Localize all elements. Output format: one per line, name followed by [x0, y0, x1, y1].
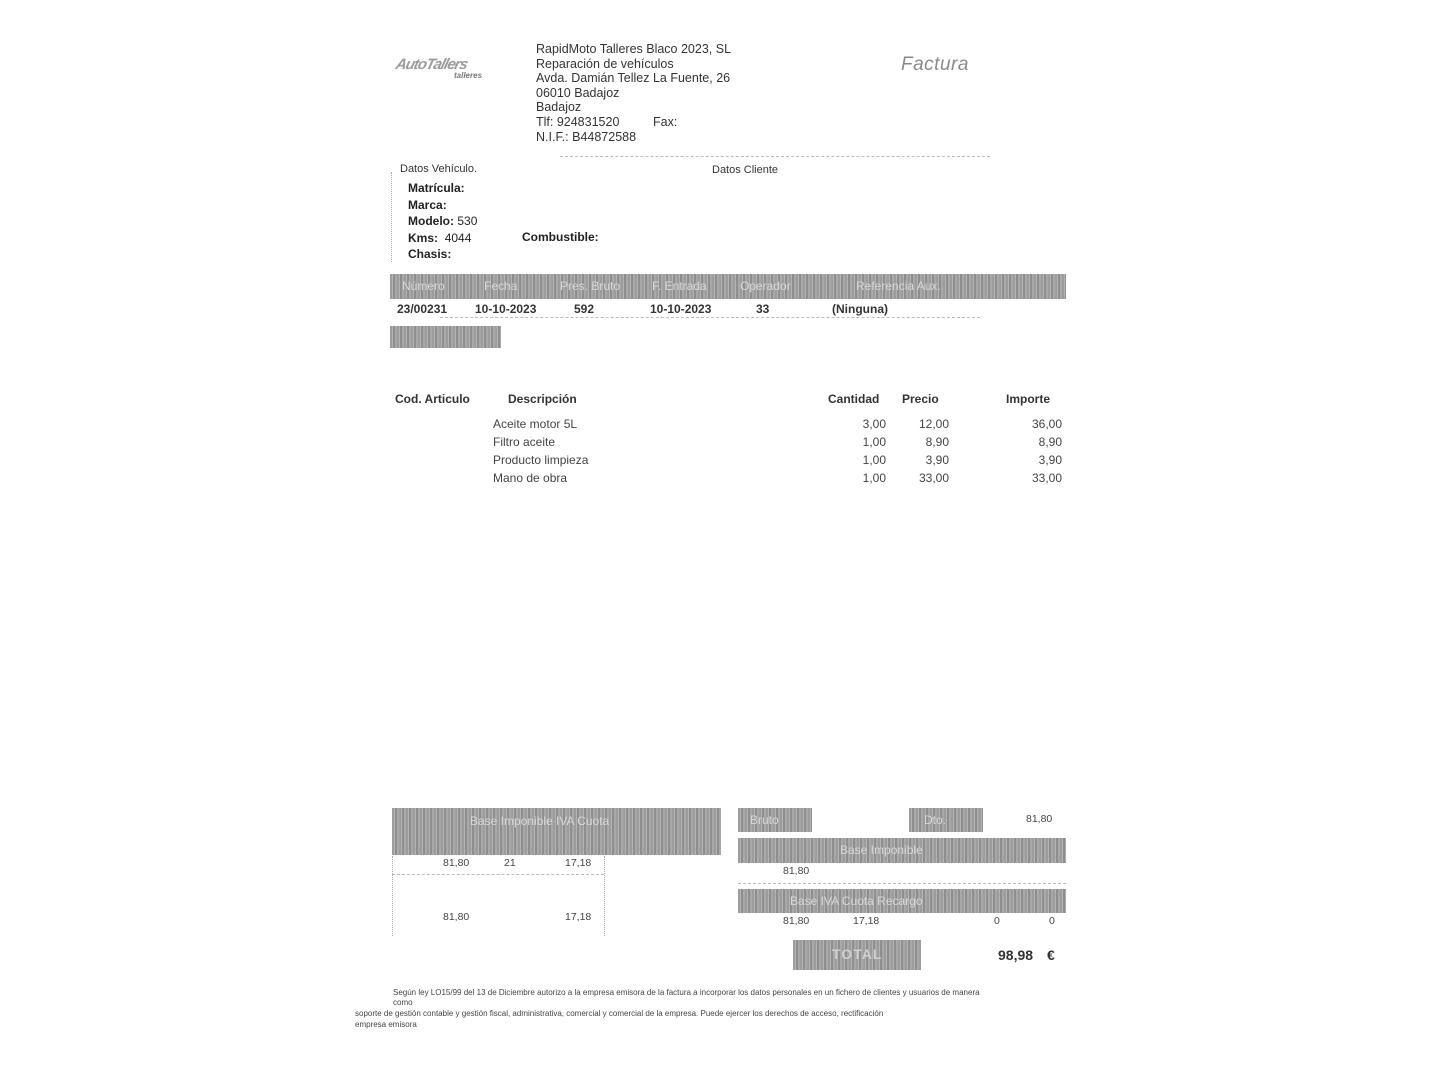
info-header-number: Número [402, 279, 445, 293]
gross-value: 81,80 [1026, 813, 1053, 825]
marca-label: Marca: [408, 197, 447, 212]
gross-budget: 592 [574, 302, 595, 316]
entry-date: 10-10-2023 [650, 302, 712, 316]
client-section-label: Datos Cliente [712, 164, 779, 176]
divider [560, 156, 990, 157]
legal-line-2: como [393, 998, 413, 1007]
legal-line-3: soporte de gestión contable y gestión fiscal, administrativa, comercial y comercial de la empresa. Puede ejercer los derechos de acceso, rectificación [355, 1009, 884, 1018]
item-price: 3,90 [925, 453, 949, 467]
col-price: Precio [902, 392, 939, 406]
kms-label: Kms: [408, 230, 439, 245]
tax-divider [392, 874, 604, 875]
item-amount: 36,00 [1031, 417, 1062, 431]
matricula-label: Matrícula: [408, 181, 465, 195]
item-price: 33,00 [918, 471, 949, 485]
item-amount: 3,90 [1038, 453, 1062, 467]
company-activity: Reparación de vehículos [536, 56, 674, 71]
company-block [536, 42, 731, 144]
item-desc: Mano de obra [493, 471, 568, 485]
surcharge-rate: 0 [994, 915, 1000, 927]
info-header-gross: Pres. Bruto [560, 279, 621, 293]
invoice-date: 10-10-2023 [475, 302, 537, 316]
operator: 33 [756, 302, 770, 316]
company-province: Badajoz [536, 100, 582, 115]
currency-symbol: € [1047, 947, 1055, 963]
item-qty: 1,00 [862, 471, 886, 485]
info-header-entry: F. Entrada [652, 279, 707, 293]
legal-line-4: empresa emisora [355, 1020, 417, 1029]
vat-amount: 17,18 [853, 915, 880, 927]
invoice-number: 23/00231 [397, 302, 448, 316]
col-description: Descripción [508, 392, 577, 406]
reference: (Ninguna) [832, 302, 888, 316]
item-price: 8,90 [925, 435, 949, 449]
item-desc: Filtro aceite [493, 435, 556, 449]
tax-box-border [392, 856, 393, 936]
surcharge-amount: 0 [1049, 915, 1055, 927]
total-value: 98,98 [998, 947, 1034, 963]
chasis-label: Chasis: [408, 247, 452, 261]
tax-amount-total: 17,18 [565, 911, 592, 923]
company-name: RapidMoto Talleres Blaco 2023, SL [536, 42, 732, 56]
taxable-value: 81,80 [783, 865, 810, 877]
taxable-header-label: Base Imponible [840, 843, 923, 857]
company-address: Avda. Damián Tellez La Fuente, 26 [536, 71, 731, 86]
item-amount: 33,00 [1031, 471, 1062, 485]
col-quantity: Cantidad [828, 392, 880, 406]
vehicle-details [408, 180, 477, 263]
vehicle-section-label: Datos Vehículo. [400, 163, 478, 175]
item-amount: 8,90 [1038, 435, 1062, 449]
discount-header-label: Dto. [924, 813, 947, 827]
col-amount: Importe [1006, 392, 1051, 406]
tax-header-label: Base Imponible IVA Cuota [470, 814, 610, 828]
item-price: 12,00 [918, 417, 949, 431]
tax-base-total: 81,80 [443, 911, 470, 923]
totals-divider [738, 883, 1066, 884]
combustible-label: Combustible: [522, 230, 599, 244]
company-nif: N.I.F.: B44872588 [536, 129, 637, 144]
item-qty: 3,00 [862, 417, 886, 431]
item-qty: 1,00 [862, 453, 886, 467]
item-desc: Producto limpieza [493, 453, 589, 467]
redacted-block [390, 326, 501, 348]
col-code: Cod. Articulo [395, 392, 470, 406]
total-label: TOTAL [832, 946, 883, 962]
gross-header-label: Bruto [750, 813, 779, 827]
tax-rate: 21 [504, 857, 516, 869]
item-qty: 1,00 [862, 435, 886, 449]
logo-main-text: AutoTallers [393, 56, 470, 73]
legal-line-1: Según ley LO15/99 del 13 de Diciembre autorizo a la empresa emisora de la factura a incorporar los datos personales en un fichero de clientes y usuarios de manera [393, 988, 980, 997]
company-fax: Fax: [653, 115, 678, 129]
company-phone: Tlf: 924831520 [536, 114, 620, 129]
item-desc: Aceite motor 5L [493, 417, 578, 431]
company-logo [393, 56, 518, 82]
info-header-operator: Operador [740, 279, 791, 293]
info-header-reference: Referencia Aux. [856, 279, 941, 293]
info-divider [440, 317, 980, 318]
tax-base: 81,80 [443, 857, 470, 869]
company-postal-city: 06010 Badajoz [536, 85, 620, 100]
kms-value: 4044 [444, 230, 472, 245]
vat-header-label: Base IVA Cuota Recargo [790, 894, 923, 908]
modelo-label: Modelo: [408, 214, 454, 228]
tax-amount: 17,18 [565, 857, 592, 869]
document-title: Factura [901, 54, 969, 75]
modelo-value: 530 [457, 214, 478, 228]
vat-base: 81,80 [783, 915, 810, 927]
section-border [391, 172, 392, 262]
tax-box-border [604, 856, 605, 936]
logo-sub-text: talleres [454, 71, 483, 80]
info-header-date: Fecha [484, 279, 518, 293]
